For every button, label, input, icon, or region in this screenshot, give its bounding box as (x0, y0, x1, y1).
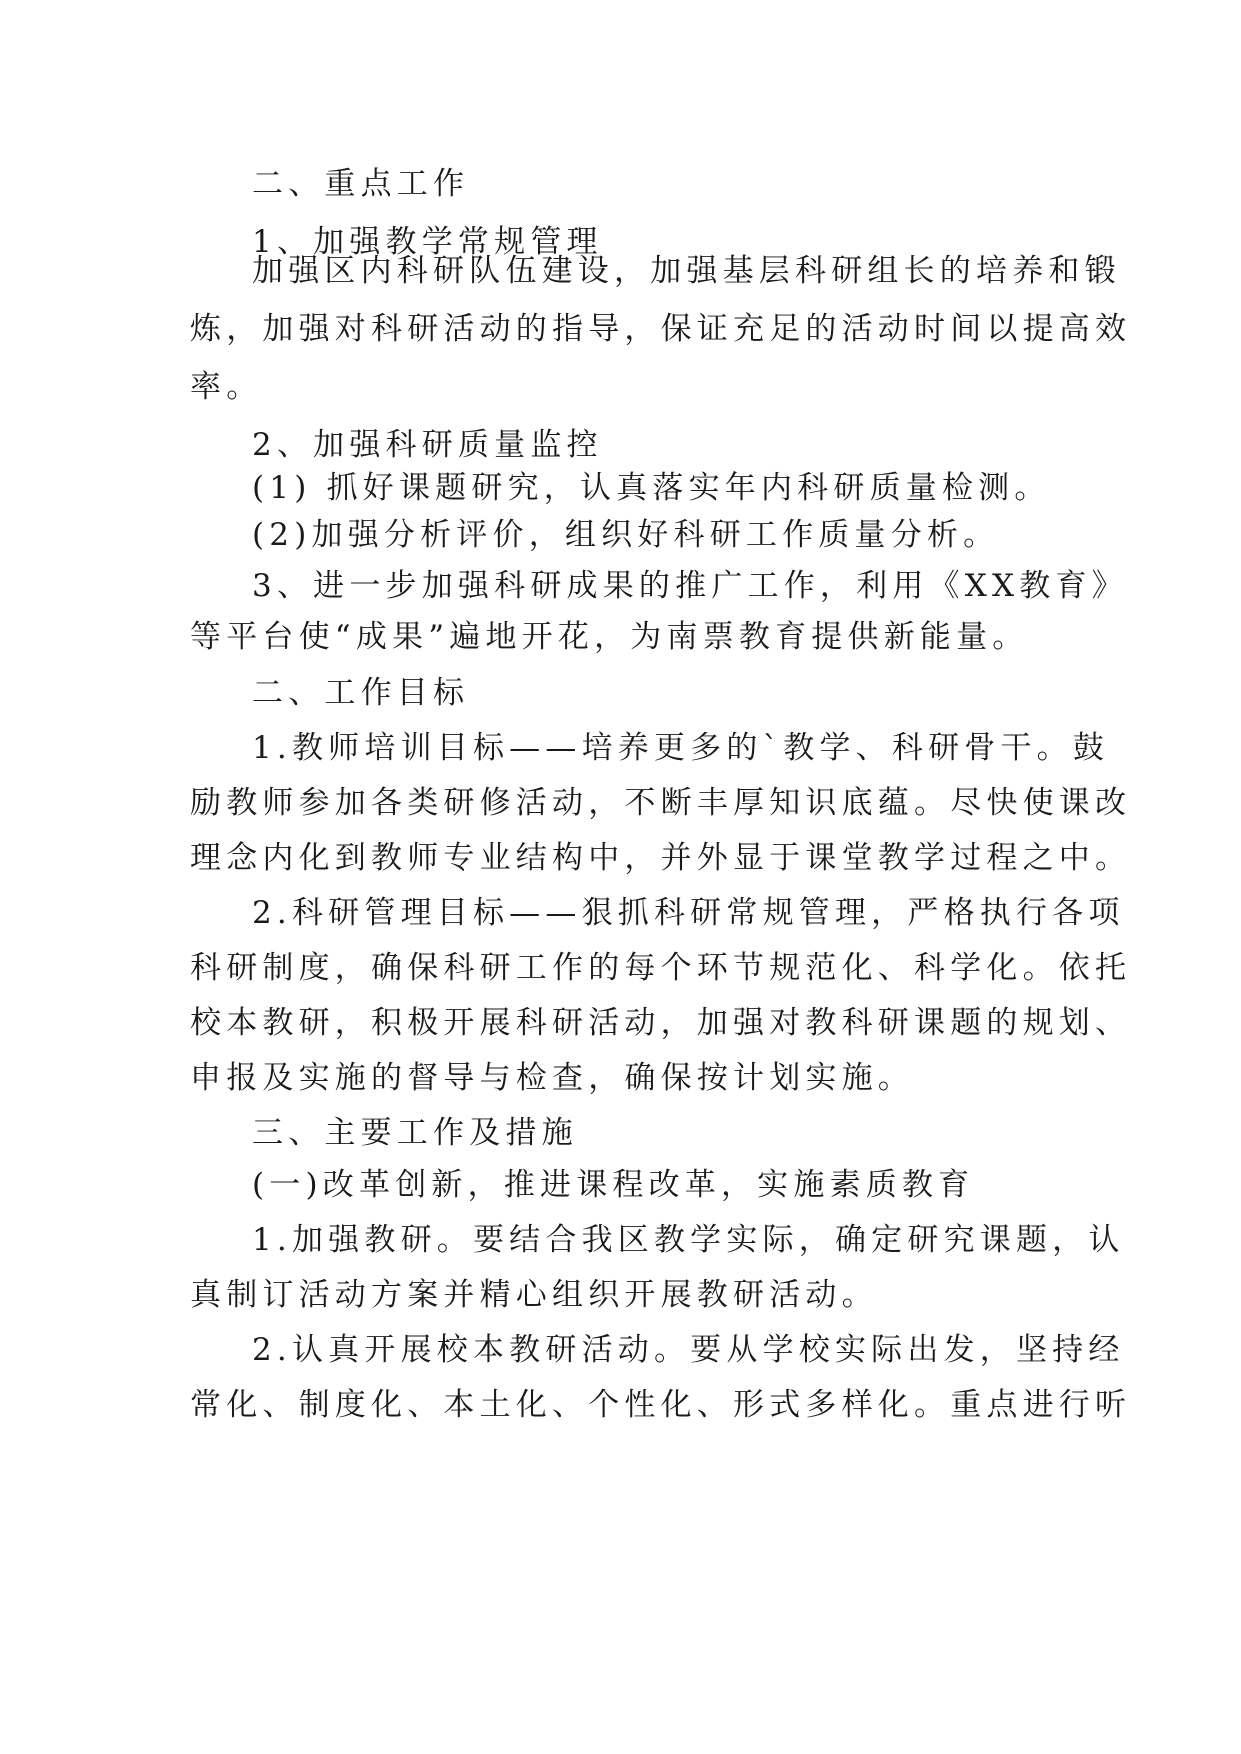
paragraph-line: 常化、制度化、本土化、个性化、形式多样化。重点进行听 (190, 1387, 1132, 1423)
paragraph-line: (1) 抓好课题研究，认真落实年内科研质量检测。 (252, 470, 1051, 506)
paragraph-line: 等平台使“成果”遍地开花，为南票教育提供新能量。 (190, 619, 1029, 655)
paragraph-line: 加强区内科研队伍建设，加强基层科研组长的培养和锻 (252, 253, 1121, 289)
paragraph-line: 2.认真开展校本教研活动。要从学校实际出发，坚持经 (252, 1332, 1125, 1368)
paragraph-line: 炼，加强对科研活动的指导，保证充足的活动时间以提高效 (190, 311, 1132, 347)
subheading-reform: (一)改革创新，推进课程改革，实施素质教育 (252, 1167, 975, 1203)
paragraph-line: 申报及实施的督导与检查，确保按计划实施。 (190, 1060, 914, 1096)
section-heading-work-goals: 二、工作目标 (252, 675, 470, 711)
paragraph-line: 1.教师培训目标——培养更多的`教学、科研骨干。鼓 (252, 730, 1110, 766)
paragraph-line: 科研制度，确保科研工作的每个环节规范化、科学化。依托 (190, 950, 1132, 986)
paragraph-line: (2)加强分析评价，组织好科研工作质量分析。 (252, 517, 1000, 553)
paragraph-line: 1.加强教研。要结合我区教学实际，确定研究课题，认 (252, 1222, 1125, 1258)
paragraph-line: 2.科研管理目标——狠抓科研常规管理，严格执行各项 (252, 895, 1125, 931)
paragraph-line: 励教师参加各类研修活动，不断丰厚知识底蕴。尽快使课改 (190, 785, 1132, 821)
subheading-teaching-routine: 1、加强教学常规管理 (252, 224, 603, 260)
section-heading-main-work: 三、主要工作及措施 (252, 1115, 578, 1151)
paragraph-line: 校本教研，积极开展科研活动，加强对教科研课题的规划、 (190, 1005, 1132, 1041)
paragraph-line: 真制订活动方案并精心组织开展教研活动。 (190, 1277, 878, 1313)
paragraph-line: 理念内化到教师专业结构中，并外显于课堂教学过程之中。 (190, 840, 1132, 876)
subheading-quality-monitoring: 2、加强科研质量监控 (252, 427, 603, 463)
paragraph-line: 率。 (190, 369, 263, 405)
section-heading-key-work: 二、重点工作 (252, 166, 470, 202)
paragraph-line: 3、进一步加强科研成果的推广工作，利用《XX教育》 (252, 568, 1128, 604)
